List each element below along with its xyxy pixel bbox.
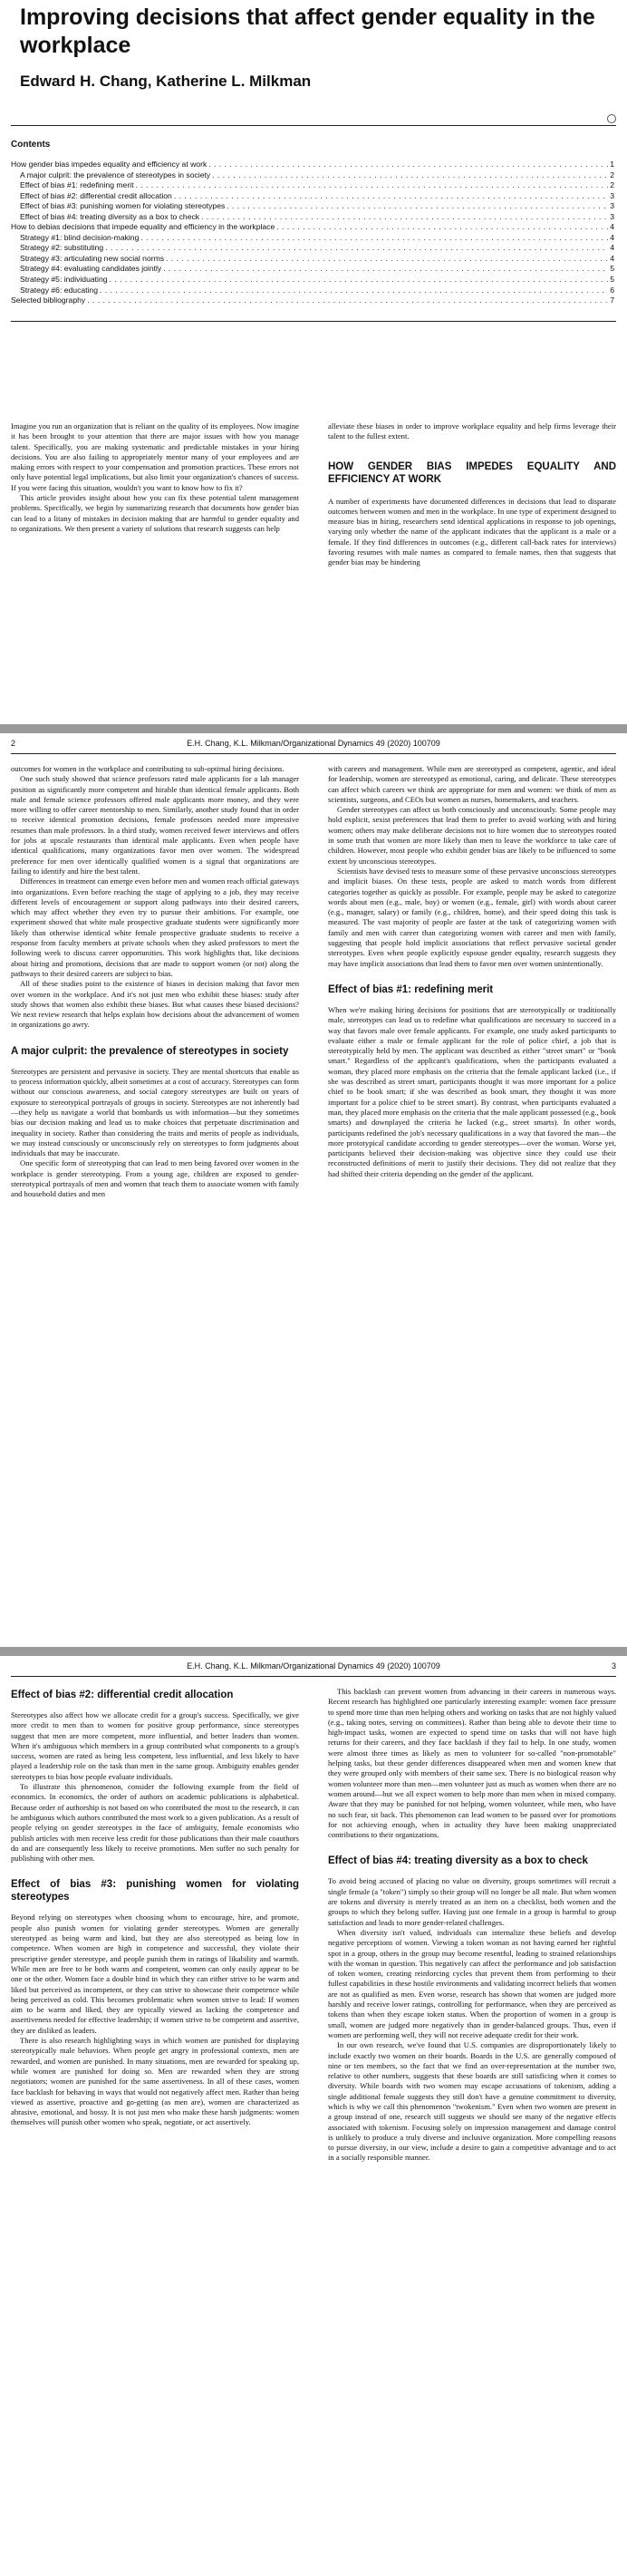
toc-entry-label[interactable]: Strategy #5: individuating [20,275,108,285]
toc-entry-page[interactable]: 3 [610,190,614,200]
page-3-left-column [11,1687,299,2128]
toc-entry-page[interactable]: 4 [610,222,614,232]
paragraph: Gender stereotypes can affect us both consciously and unconsciously. Some people may hold explicit, sexist preferences that lead them to prefer to avoid working with and hiring women; others may make deliberate decisions not to hire women due to stereotypes rooted in some truth that women are more likely than men to leave the workforce to take care of children. However, most people who exhibit gender bias are likely to be influenced to some extent by unconscious stereotypes. [328,805,616,866]
toc-leader-dots [201,212,608,223]
toc-leader-dots [140,233,608,244]
toc-entry-label[interactable]: Selected bibliography [11,295,86,305]
page-1-left-column [11,421,299,534]
toc-entry[interactable] [11,201,614,212]
article-authors: Edward H. Chang, Katherine L. Milkman [20,73,312,90]
toc-leader-dots [212,170,608,181]
toc-entry-label[interactable]: Strategy #4: evaluating candidates jointly [20,264,162,274]
toc-entry-page[interactable]: 2 [610,169,614,179]
toc-leader-dots [163,264,608,275]
toc-entry[interactable] [11,170,614,181]
toc-entry-page[interactable]: 4 [610,232,614,242]
paragraph: When diversity isn't valued, individuals can internalize these beliefs and develop negative perceptions of women. Viewing a token woman as not having earned her rightful spot in a group, others in the group may become resentful, leading to strained relationships with the woman in question. This negatively can affect the performance and job satisfaction of token women, creating reinforcing cycles that prevent them from performing to their fullest capabilities in these hostile environments and validating incorrect beliefs that women are not as qualified as men. Even worse, research has shown that women are judged more harshly and receive lower ratings, controlling for performance, when they are perceived as tokens than when they escape token status. When the proportion of women in a group is small, women are judged more negatively than in gender-balanced groups. Thus, even if women are performing well, they will not receive adequate credit for their work. [328,1927,616,2039]
paragraph: Scientists have devised tests to measure some of these pervasive unconscious stereotypes and implicit biases. On these tests, people are asked to match words from different categories together as quickly as possible. For example, people may be asked to categorize words about men (e.g., male, boy) or women (e.g., female, girl) with words about career (e.g., manager, salary) or family (e.g., children, home), and their speed doing this task is measured. The vast majority of people are faster at the task of categorizing women with family and men with career than categorizing women with career and men with family, suggesting that people hold implicit associations that reflect pervasive societal gender stereotypes. Even when people explicitly espouse gender equality, research suggests they may have implicit associations that lead them to favor men over women unintentionally. [328,866,616,968]
toc-entry[interactable] [11,180,614,191]
page-number: 3 [611,1661,616,1671]
table-of-contents [11,160,614,306]
paragraph: Stereotypes also affect how we allocate credit for a group's success. Specifically, we give more credit to men than to women for positive group performance, since stereotypes suggest that men are more competent, more influential, and better leaders than women. When it's ambiguous which members in a group contributed what components to a group's success, women are rated as being less competent, less influential, and less likely to have played a leadership role on the task than men in the same group. Ambiguity enables gender stereotypes to bias how people evaluate individuals. [11,1710,299,1781]
paragraph: One specific form of stereotyping that can lead to men being favored over women in the workplace is gender stereotyping. From a young age, children are exposed to gender-stereotypical portrayals of men and women that teach them to associate women with family and household duties and men [11,1158,299,1199]
toc-entry[interactable] [11,295,614,306]
section-heading: Effect of bias #4: treating diversity as a box to check [328,1855,588,1867]
toc-entry[interactable] [11,191,614,202]
paragraph: Differences in treatment can emerge even before men and women reach official gateways into organizations. Even before reaching the stage of applying to a job, they may receive different levels of encouragement or support along pathways into their desired careers, which may affect whether they even try to pursue their ambitions. For example, one experiment showed that white male prospective graduate students were significantly more likely than otherwise identical white female prospective graduate students to receive a response from faculty members at private schools when they asked professors to meet the following week to discuss career opportunities. This work highlights that, like decisions about hiring and promotions, decisions that are made to support women (or not) along the pathways to their desired careers are subject to bias. [11,876,299,978]
section-heading: A major culprit: the prevalence of stereotypes in society [11,1045,289,1057]
toc-entry[interactable] [11,286,614,296]
toc-entry-page[interactable]: 4 [610,253,614,263]
toc-entry[interactable] [11,160,614,170]
paragraph: Imagine you run an organization that is reliant on the quality of its employees. Now imagine it has been brought to your attention that there are major issues with how you manage talent. Specifically, you are making systematic and predictable mistakes in your hiring decisions. You are also failing to appropriately mentor many of your employees and are making errors with respect to your compensation and promotion practices. These errors not only have potential legal implications, but also limit your organization's chances of success. If you were facing this situation, wouldn't you want to know how to fix it? [11,421,299,492]
toc-leader-dots [135,180,608,191]
paragraph: This article provides insight about how you can fix these potential talent management problems. Specifically, we begin by summarizing research that documents how gender bias can lead to a litany of mistakes in decision making that are harmful to gender equality and to organizations. We then present a variety of solutions that research suggests can help [11,493,299,533]
section-heading: HOW GENDER BIAS IMPEDES EQUALITY AND EFFICIENCY AT WORK [328,460,616,485]
paragraph: One such study showed that science professors rated male applicants for a lab manager position as significantly more competent and hirable than identical female applicants. Both male and female science professors offered male applicants more money, and they were more willing to offer career mentorship to men. Similarly, another study found that in order to receive identical promotion decisions, female professors needed more impressive resumes than male professors. In a third study, women received fewer interviews and offers for jobs at upscale restaurants than identical male applicants. Even when people have identical qualifications, many organizations favor men over women. The widespread preference for men over identically qualified women is a signal that organizations are failing to identify and hire the best talent. [11,774,299,876]
paragraph: outcomes for women in the workplace and contributing to sub-optimal hiring decisions. [11,764,285,773]
toc-entry-label[interactable]: A major culprit: the prevalence of stereotypes in society [20,169,211,179]
page-2-left-column [11,764,299,1200]
toc-entry-page[interactable]: 3 [610,211,614,221]
paragraph: There is also research highlighting ways in which women are punished for displaying stereotypically male behaviors. When people get angry in professional contexts, men are rewarded, and women are punished. In many situations, men are rewarded for speaking up, while women are punished for doing so. Men are rewarded when they are strong negotiators; women are punished for the same assertiveness. In all of these cases, women face backlash for behaving in ways that would not negatively affect men. Rather than being viewed as assertive, proactive and go-getting (as men are), women are characterized as abrasive, emotional, and bossy. It is not just men who make these harsh judgments: women themselves will punish other women who speak, negotiate, or act assertively. [11,2036,299,2127]
toc-entry-page[interactable]: 7 [610,295,614,305]
divider [11,125,616,126]
page-2-right-column [328,764,616,1179]
paragraph: alleviate these biases in order to improve workplace equality and help firms leverage their talent to the fullest extent. [328,421,616,441]
toc-entry-label[interactable]: Effect of bias #4: treating diversity as a box to check [20,211,200,221]
toc-entry[interactable] [11,275,614,286]
toc-entry-label[interactable]: Effect of bias #2: differential credit allocation [20,190,172,200]
divider [11,753,616,754]
toc-leader-dots [110,275,609,286]
running-head: E.H. Chang, K.L. Milkman/Organizational Dynamics 49 (2020) 100709 [187,1661,440,1671]
page-2 [0,733,627,1647]
paragraph: In our own research, we've found that U.S. companies are disproportionately likely to include exactly two women on their boards. Boards in the U.S. are generally composed of nine or ten members, so the fact that we find an over-representation at the number two, relative to other numbers, suggests that these boards are still satisficing when it comes to diversity. While boards with two women may escape accusations of tokenism, adding a single additional female suggests they still don't have a genuine commitment to diversity, which is why we call this phenomenon "twokenism." Even when two women are present in a group instead of one, research still suggests we should see many of the negative effects associated with tokenism. Focusing solely on impression management and damage control is unlikely to produce a truly diverse and inclusive organization. More compelling reasons to pursue diversity, in our view, include a desire to gain a competitive advantage and to act in a socially responsible manner. [328,2040,616,2163]
crossmark-icon[interactable] [607,114,616,123]
page-3 [0,1656,627,2576]
paragraph: When we're making hiring decisions for positions that are stereotypically or traditionally male, stereotypes can lead us to redefine what qualifications are necessary to succeed in a way that favors male over female applicants. For example, one study asked participants to evaluate either a male or female applicant for the role of police chief, a job that is stereotypically held by men. The applicant was described as either "street smart" or "book smart." Regardless of the applicant's qualifications, when the participants evaluated a woman, they placed more emphasis on the criteria that the female applicant lacked (i.e., if she was described as street smart, participants thought it was more important for a police chief to be book smart; if she was described as book smart, they thought it was more important for a police chief to be street smart). By contrast, when participants evaluated a man, they placed more emphasis on the criteria that the male applicant possessed (e.g., book smarts) and downplayed the criteria he lacked (e.g., street smarts). In other words, participants redefined the job's necessary qualifications in a way that favored the man—the more prototypical candidate according to gender stereotypes—over the woman. Worse yet, participants believed their decision-making was objective since they could use their reconstructed definitions of merit to justify their decisions. They did not realize that they had shifted their criteria depending on the gender of the applicant. [328,1004,616,1178]
toc-entry-page[interactable]: 3 [610,201,614,211]
toc-entry[interactable] [11,212,614,223]
page-number: 2 [11,739,16,748]
toc-leader-dots [276,222,608,233]
toc-leader-dots [174,191,608,202]
toc-entry-page[interactable]: 1 [610,160,614,169]
toc-entry-label[interactable]: Effect of bias #3: punishing women for violating stereotypes [20,201,226,211]
paragraph: Stereotypes are persistent and pervasive in society. They are mental shortcuts that enable us to process information quickly, albeit sometimes at a cost of accuracy. Stereotypes can form without our conscious awareness, and social category stereotypes are built on years of exposure to stereotypical portrayals of groups in society. Stereotypes are not inherently bad—they help us navigate a world that bombards us with information—but they sometimes bias our decision making and lead us to make choices that perpetuate discrimination and inequality in society. Rather than considering the traits and merits of people as individuals, we may instead consciously or unconsciously rely on stereotypes to form judgments about individuals that may be inaccurate. [11,1066,299,1158]
toc-entry[interactable] [11,233,614,244]
paragraph: with careers and management. While men are stereotyped as competent, agentic, and ideal for leadership, women are stereotyped as emotional, caring, and delicate. These stereotypes can affect which careers we think are appropriate for men and women: we think of men as scientists, surgeons, and CEOs but women as nurses, homemakers, and teachers. [328,764,616,804]
toc-leader-dots [166,254,608,265]
paragraph: This backlash can prevent women from advancing in their careers in numerous ways. Recent research has highlighted one particularly interesting example: women face pressure to spend more time than men helping others and working on tasks that are not highly valued (e.g., taking notes, serving on committees). Rather than being able to devote their time to high-impact tasks, women are expected to spend time on tasks that will not have high returns for their careers, and they face backlash if they fail to help. In one study, women were almost three times as likely as men to volunteer for so-called "non-promotable" helping tasks, but these gender differences disappeared when men and women knew that they were grouped only with members of their same sex. There is no biological reason why women volunteer more than men—men volunteer just as much as women when there are no women around—but we all expect women to help more than men when in mixed company. Aware that they may be punished for not helping, women volunteer, while men, who have no such fear, sit back. This phenomenon can lead women to be passed over for promotions for not achieving enough, when in actuality they have been making unappreciated contributions to their organizations. [328,1687,616,1840]
divider [11,321,616,322]
toc-leader-dots [87,295,608,306]
page-3-right-column [328,1687,616,2164]
paragraph: To illustrate this phenomenon, consider the following example from the field of economics. In economics, the order of authors on academic publications is alphabetical. Because order of authorship is not based on who contributed the most to the research, it can be ambiguous which authors contributed the most work to a given publication. As a result of people relying on gender stereotypes in the face of ambiguity, female economists who publish articles with men receive less credit for those publications than their male coauthors do and are consequently less likely to receive promotions. Men suffer no such penalty for publishing with other men. [11,1782,299,1864]
toc-entry[interactable] [11,254,614,265]
toc-heading: Contents [11,140,51,150]
toc-entry-label[interactable]: Strategy #3: articulating new social norms [20,253,165,263]
paragraph: All of these studies point to the existence of biases in decision making that favor men over women in the workplace. And it's not just men who exhibit these biases: study after study shows that women also exhibit these biases. But what causes these biased decisions? We next review research that helps explain how decisions about the advancement of women in organizations go awry. [11,979,299,1030]
toc-entry-label[interactable]: Strategy #2: substituting [20,243,104,253]
paragraph: Beyond relying on stereotypes when choosing whom to encourage, hire, and promote, people also punish women for violating gender stereotypes. Women are generally stereotyped as being warm and kind, but they are also stereotyped as being low in competence. When women are high in competence and successful, they violate their prescriptive gender stereotype, and people punish them in ratings of likability and warmth. While men are free to be both warm and competent, women can only easily appear to be one or the other. Women face a double bind in which they can either strive to be warm and liked but perceived as incompetent, or they can strive to showcase their competence while being perceived as cold. This becomes problematic when women strive to lead: If women aim to be warm and liked, they are typically viewed as lacking the competence and assertiveness needed for effective leadership; if women strive to be competent and assertive, they are disliked as leaders. [11,1913,299,2035]
toc-entry-label[interactable]: Strategy #6: educating [20,285,98,295]
toc-leader-dots [208,160,608,170]
page-1-right-column [328,421,616,568]
toc-entry-page[interactable]: 4 [610,243,614,253]
toc-entry-page[interactable]: 5 [610,275,614,285]
toc-entry-page[interactable]: 6 [610,285,614,295]
section-heading: Effect of bias #2: differential credit allocation [11,1690,234,1700]
toc-leader-dots [227,201,608,212]
divider [11,1676,616,1677]
section-heading: Effect of bias #3: punishing women for violating stereotypes [11,1879,299,1903]
toc-entry-label[interactable]: How to debias decisions that impede equality and efficiency in the workplace [11,222,275,232]
toc-entry[interactable] [11,243,614,254]
page-1 [0,0,627,724]
toc-entry-label[interactable]: How gender bias impedes equality and efficiency at work [11,160,207,169]
toc-leader-dots [100,286,608,296]
toc-entry-page[interactable]: 5 [610,264,614,274]
toc-entry-label[interactable]: Strategy #1: blind decision-making [20,232,140,242]
article-title: Improving decisions that affect gender equality in the workplace [20,5,595,58]
toc-entry[interactable] [11,222,614,233]
toc-entry[interactable] [11,264,614,275]
toc-entry-page[interactable]: 2 [610,180,614,190]
toc-entry-label[interactable]: Effect of bias #1: redefining merit [20,180,134,190]
running-head: E.H. Chang, K.L. Milkman/Organizational Dynamics 49 (2020) 100709 [187,739,440,748]
section-heading: Effect of bias #1: redefining merit [328,983,494,995]
paragraph: To avoid being accused of placing no value on diversity, groups sometimes will recruit a single female (a "token") simply so their group will no longer be all male. But when women are tokens and diversity is merely treated as an item on a checklist, both women and the groups to which they belong suffer. Having just one female in a group is harmful to group satisfaction and leads to more gender-related challenges. [328,1876,616,1927]
toc-leader-dots [105,243,608,254]
paragraph: A number of experiments have documented differences in decisions that lead to disparate outcomes between women and men in the workplace. In one type of experiment designed to measure bias in hiring, researchers send identical applications in response to job openings, varying only whether the name of the applicant indicates that the applicant is a male or a female. If they find differences in outcomes (e.g., different call-back rates for interviews) favoring resumes with male names as compared to female names, then that suggests that gender bias may be hindering [328,496,616,567]
